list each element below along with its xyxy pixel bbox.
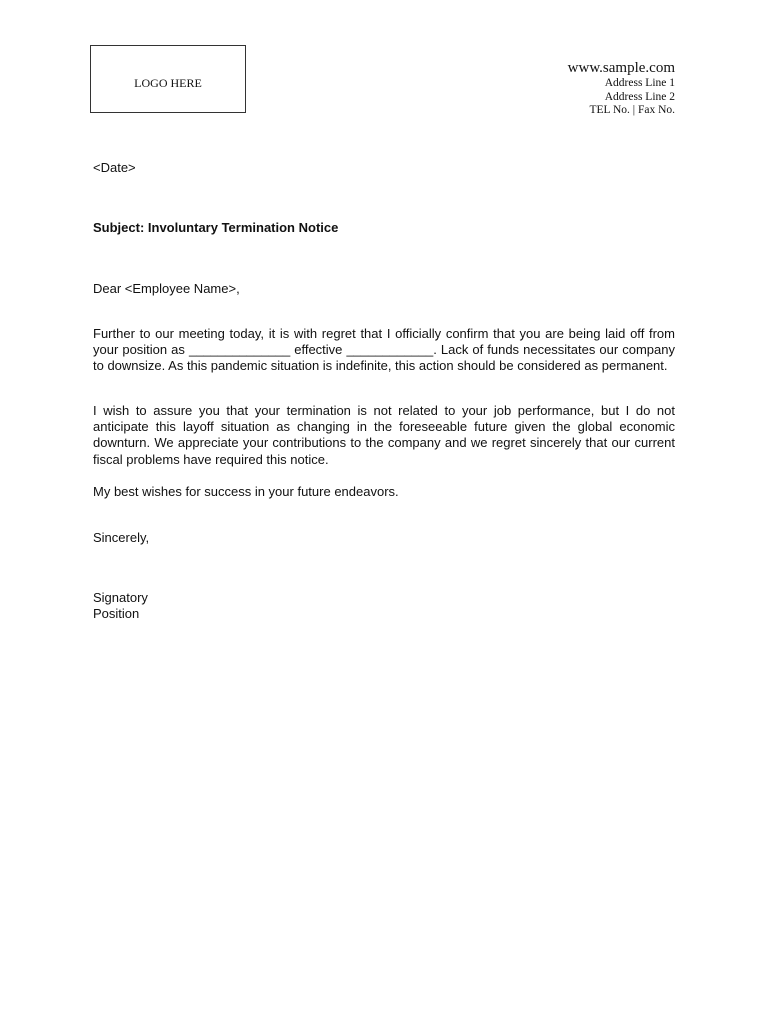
letter-subject: Subject: Involuntary Termination Notice [93,220,339,235]
logo-placeholder-box [90,45,246,113]
contact-block [568,60,675,118]
tel-fax-line: TEL No. | Fax No. [589,104,675,116]
logo-placeholder-text: LOGO HERE [134,76,202,90]
letter-paragraph-1: Further to our meeting today, it is with regret that I officially confirm that you are being laid off from your position as ______________ effective ____________. Lack of funds necessitates our company to downsize. As this pandemic situation is indefinite, this action should be considered as permanent. [93,326,675,374]
website-text: www.sample.com [567,60,675,76]
letter-salutation: Dear <Employee Name>, [93,281,240,296]
letter-paragraph-3: My best wishes for success in your future endeavors. [93,484,399,499]
letter-paragraph-2: I wish to assure you that your termination is not related to your job performance, but I do not anticipate this layoff situation as changing in the foreseeable future given the global economic downturn. We appreciate your contributions to the company and we regret sincerely that our current fiscal problems have required this notice. [93,403,675,467]
address-line-2: Address Line 2 [604,90,675,103]
signatory-name: Signatory [93,590,148,605]
letter-closing: Sincerely, [93,530,150,545]
signatory-position: Position [93,606,140,621]
letter-date: <Date> [93,160,136,175]
address-line-1: Address Line 1 [604,77,675,89]
